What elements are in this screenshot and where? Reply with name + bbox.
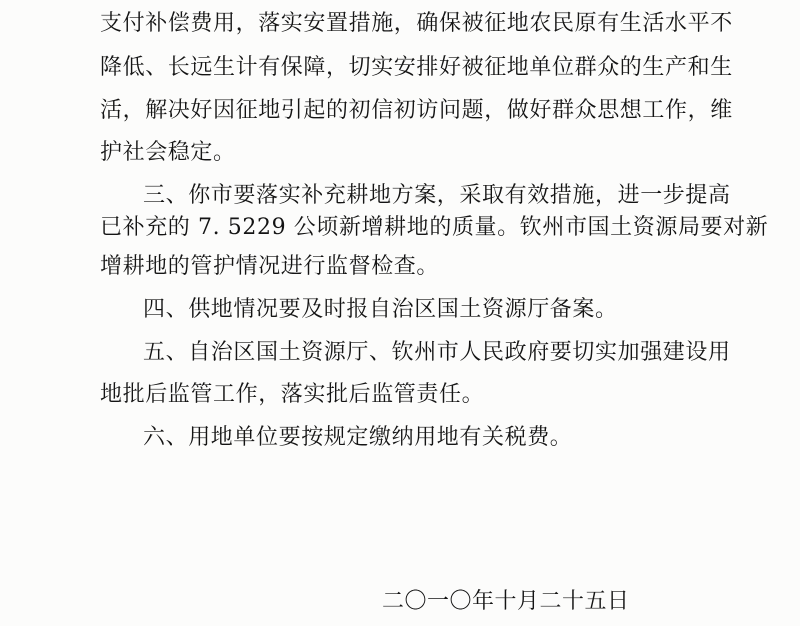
paragraph-5-line-1: 六、用地单位要按规定缴纳用地有关税费。	[143, 425, 573, 450]
paragraph-4-line-1: 五、自治区国土资源厅、钦州市人民政府要切实加强建设用	[143, 340, 731, 365]
paragraph-1-line-1: 支付补偿费用，落实安置措施，确保被征地农民原有生活水平不	[100, 11, 733, 36]
paragraph-2-line-1: 三、你市要落实补充耕地方案，采取有效措施，进一步提高	[143, 183, 731, 208]
paragraph-2-line-2: 已补充的 7. 5229 公顷新增耕地的质量。钦州市国土资源局要对新	[100, 215, 769, 240]
document-date: 二〇一〇年十月二十五日	[382, 589, 630, 614]
paragraph-2-line-3: 增耕地的管护情况进行监督检查。	[100, 254, 440, 279]
paragraph-3-line-1: 四、供地情况要及时报自治区国土资源厅备案。	[143, 297, 618, 322]
paragraph-1-line-3: 活，解决好因征地引起的初信初访问题，做好群众思想工作，维	[100, 98, 733, 123]
paragraph-1-line-2: 降低、长远生计有保障，切实安排好被征地单位群众的生产和生	[100, 55, 733, 80]
paragraph-1-line-4: 护社会稳定。	[100, 140, 236, 165]
paragraph-4-line-2: 地批后监管工作，落实批后监管责任。	[100, 382, 485, 407]
